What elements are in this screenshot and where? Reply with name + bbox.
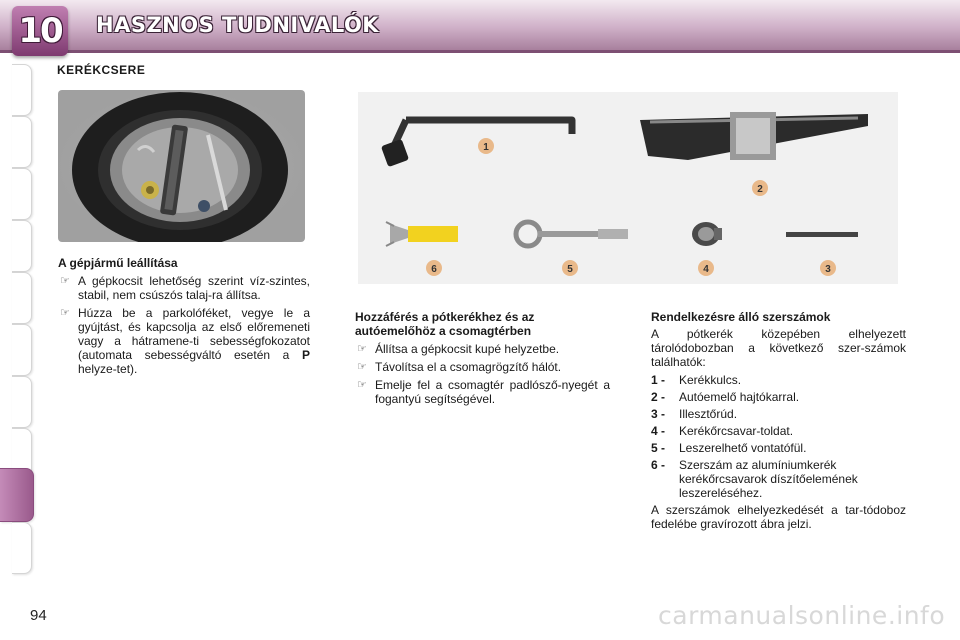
hand-pointer-icon: ☞ xyxy=(357,361,367,373)
chapter-title: HASZNOS TUDNIVALÓK xyxy=(96,13,380,37)
hand-pointer-icon: ☞ xyxy=(60,307,70,319)
tools-outro: A szerszámok elhelyezkedését a tar-tódoboz fedelébe gravírozott ábra jelzi. xyxy=(651,503,906,531)
tool-number: 5 - xyxy=(651,441,666,455)
list-item xyxy=(651,458,906,500)
tools-heading: Rendelkezésre álló szerszámok xyxy=(651,310,831,324)
chapter-tab[interactable] xyxy=(12,522,32,574)
chapter-badge xyxy=(12,6,68,56)
access-section xyxy=(355,310,610,406)
list-item xyxy=(651,424,906,438)
tools-intro: A pótkerék közepében elhelyezett tárolódobozban a következő szer-számok találhatók: xyxy=(651,327,906,369)
chapter-tab[interactable] xyxy=(12,376,32,428)
list-item xyxy=(58,274,310,302)
spare-wheel-photo xyxy=(58,90,305,242)
header-divider xyxy=(0,50,960,53)
list-item xyxy=(651,390,906,404)
hand-pointer-icon: ☞ xyxy=(357,379,367,391)
tool-number: 3 - xyxy=(651,407,666,421)
list-item xyxy=(58,306,310,376)
alignment-rod-icon xyxy=(786,232,858,237)
list-item xyxy=(355,378,610,406)
callout-3-label: 3 xyxy=(825,264,831,275)
parking-steps xyxy=(58,274,310,376)
tools-illustration xyxy=(358,92,898,284)
callout-4-label: 4 xyxy=(703,264,709,275)
list-item xyxy=(355,342,610,356)
callout-6 xyxy=(426,260,442,276)
access-step-2: Távolítsa el a csomagrögzítő hálót. xyxy=(375,360,562,374)
tool-label: Kerékkulcs. xyxy=(679,373,742,387)
chapter-tab-active[interactable] xyxy=(0,468,34,522)
callout-1-label: 1 xyxy=(483,142,489,153)
callout-2 xyxy=(752,180,768,196)
chapter-tab[interactable] xyxy=(12,272,32,324)
tool-label: Autóemelő hajtókarral. xyxy=(679,390,800,404)
spare-wheel-illustration xyxy=(58,90,305,242)
tools-list xyxy=(651,373,906,500)
parking-heading: A gépjármű leállítása xyxy=(58,256,178,270)
tools-photo xyxy=(358,92,898,284)
access-step-1: Állítsa a gépkocsit kupé helyzetbe. xyxy=(375,342,560,356)
callout-6-label: 6 xyxy=(431,264,437,275)
tool-label: Leszerelhető vontatófül. xyxy=(679,441,807,455)
chapter-tab[interactable] xyxy=(12,116,32,168)
tool-label: Illesztőrúd. xyxy=(679,407,738,421)
access-heading: Hozzáférés a pótkerékhez és az autóemelőhöz a csomagtérben xyxy=(355,310,535,338)
access-step-3: Emelje fel a csomagtér padlósző-nyegét a fogantyú segítségével. xyxy=(375,378,610,406)
callout-2-label: 2 xyxy=(757,184,763,195)
tool-label: Kerékőrcsavar-toldat. xyxy=(679,424,794,438)
tool-number: 1 - xyxy=(651,373,666,387)
tool-number: 2 - xyxy=(651,390,666,404)
tools-section xyxy=(651,310,906,531)
access-steps xyxy=(355,342,610,406)
callout-4 xyxy=(698,260,714,276)
callout-5-label: 5 xyxy=(567,264,573,275)
chapter-number: 10 xyxy=(18,11,62,51)
section-title: KERÉKCSERE xyxy=(57,63,146,77)
chapter-tab[interactable] xyxy=(12,220,32,272)
parking-section xyxy=(58,256,310,376)
list-item xyxy=(651,407,906,421)
page-number: 94 xyxy=(30,607,47,624)
callout-5 xyxy=(562,260,578,276)
parking-step-2: Húzza be a parkolóféket, vegye le a gyújtást, és kapcsolja az első előremeneti vagy a hátramene-ti sebességfokozatot (automata sebességváltó esetén a P helyze-tet). xyxy=(78,306,310,376)
chapter-tabs xyxy=(0,64,34,576)
list-item xyxy=(651,373,906,387)
tool-number: 6 - xyxy=(651,458,666,472)
watermark: carmanualsonline.info xyxy=(658,601,946,630)
chapter-tab[interactable] xyxy=(12,64,32,116)
list-item xyxy=(355,360,610,374)
tool-label: Szerszám az alumíniumkerék kerékőrcsavarok díszítőelemének leszereléséhez. xyxy=(679,458,858,500)
hand-pointer-icon: ☞ xyxy=(357,343,367,355)
callout-3 xyxy=(820,260,836,276)
callout-1 xyxy=(478,138,494,154)
list-item xyxy=(651,441,906,455)
parking-step-1: A gépkocsit lehetőség szerint víz-szintes, stabil, nem csúszós talaj-ra állítsa. xyxy=(78,274,310,302)
hand-pointer-icon: ☞ xyxy=(60,275,70,287)
tool-number: 4 - xyxy=(651,424,666,438)
chapter-tab[interactable] xyxy=(12,168,32,220)
chapter-tab[interactable] xyxy=(12,324,32,376)
